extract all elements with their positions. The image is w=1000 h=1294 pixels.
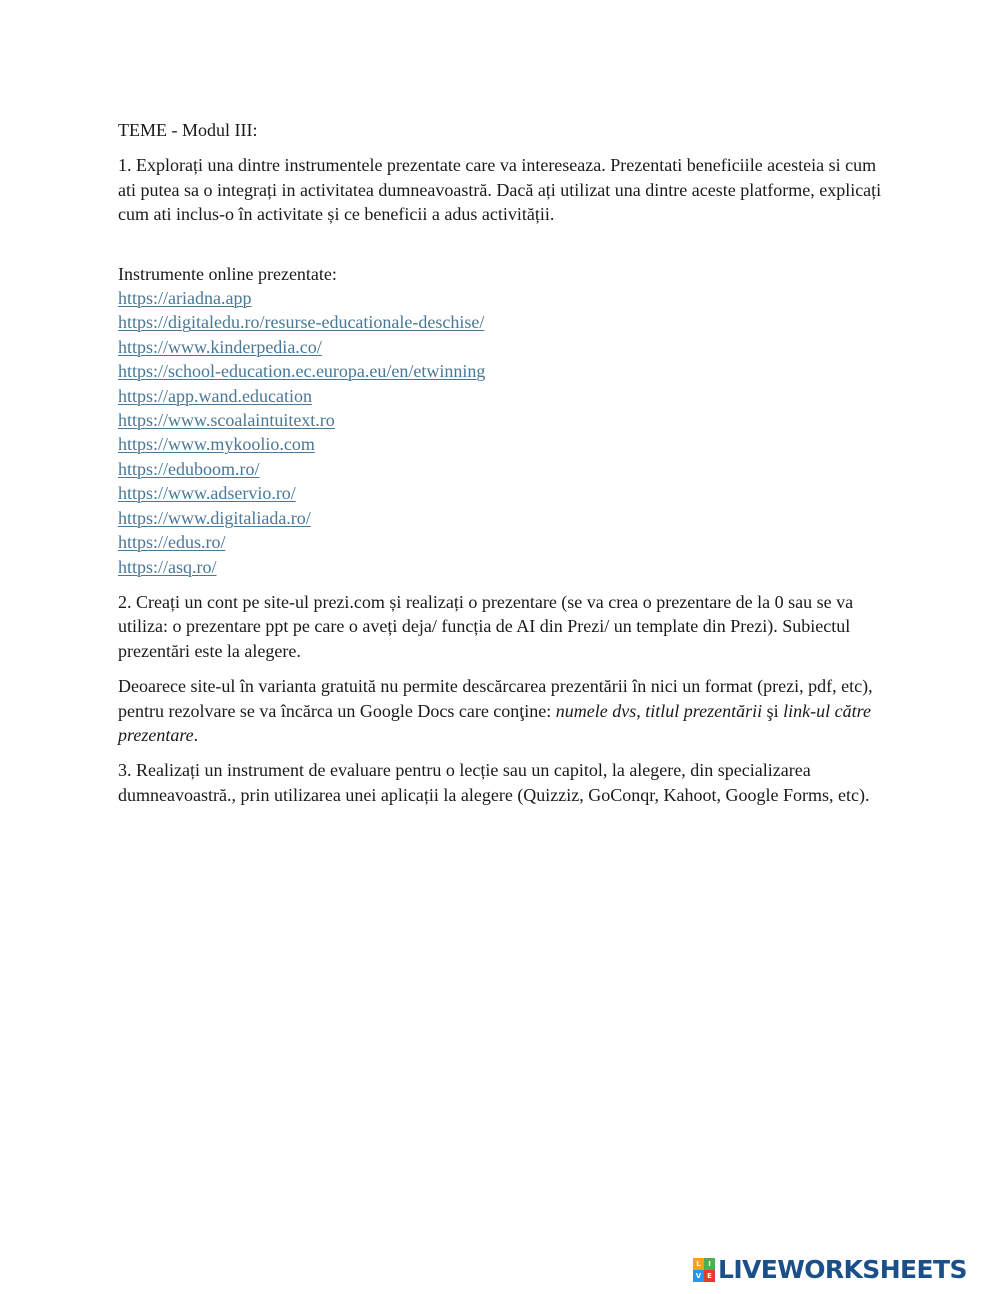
note-text-between: şi — [762, 700, 784, 721]
list-item — [118, 359, 893, 383]
link-digitaledu[interactable]: https://digitaledu.ro/resurse-educationale-deschise/ — [118, 312, 485, 333]
task-3-paragraph: 3. Realizați un instrument de evaluare pentru o lecție sau un capitol, la alegere, din specializarea dumneavoastră., prin utilizarea unei aplicații la alegere (Quizziz, GoConqr, Kahoot, Google Forms, etc). — [118, 760, 870, 805]
page-title: TEME - Modul III: — [118, 120, 258, 140]
list-item — [118, 506, 893, 530]
list-item — [118, 530, 893, 554]
task-2-note-paragraph — [118, 674, 893, 747]
link-scoalaintuitext[interactable]: https://www.scoalaintuitext.ro — [118, 410, 335, 431]
liveworksheets-logo-text: LIVEWORKSHEETS — [718, 1255, 967, 1284]
list-item — [118, 555, 893, 579]
liveworksheets-logo — [693, 1256, 967, 1284]
task-2-paragraph: 2. Creați un cont pe site-ul prezi.com și realizați o prezentare (se va crea o prezentare de la 0 sau se va utiliza: o prezentare ppt pe care o aveți deja/ funcția de AI din Prezi/ un template din Prezi). Subiectul prezentări este la alegere. — [118, 591, 854, 661]
link-mykoolio[interactable]: https://www.mykoolio.com — [118, 434, 315, 455]
list-item — [118, 310, 893, 334]
logo-tile-l: L — [693, 1258, 704, 1270]
logo-tile-v: V — [693, 1270, 704, 1282]
link-wand[interactable]: https://app.wand.education — [118, 385, 312, 406]
tools-link-list — [118, 286, 893, 579]
list-item — [118, 408, 893, 432]
link-eduboom[interactable]: https://eduboom.ro/ — [118, 458, 260, 479]
link-asq[interactable]: https://asq.ro/ — [118, 556, 217, 577]
link-kinderpedia[interactable]: https://www.kinderpedia.co/ — [118, 336, 322, 357]
list-item — [118, 457, 893, 481]
list-item — [118, 286, 893, 310]
list-item — [118, 384, 893, 408]
links-heading: Instrumente online prezentate: — [118, 263, 337, 284]
logo-tile-e: E — [704, 1270, 715, 1282]
link-etwinning[interactable]: https://school-education.ec.europa.eu/en/etwinning — [118, 361, 486, 382]
list-item — [118, 335, 893, 359]
note-text-before: Deoarece site-ul în varianta gratuită nu permite descărcarea prezentării în nici un format (prezi, pdf, etc), pentru rezolvare se va încărca un Google Docs care conţine: — [118, 676, 873, 721]
document-page — [118, 118, 893, 818]
logo-tile-i: I — [704, 1258, 715, 1270]
link-adservio[interactable]: https://www.adservio.ro/ — [118, 483, 296, 504]
note-text-after: . — [193, 724, 199, 745]
liveworksheets-logo-icon — [693, 1258, 715, 1282]
link-digitaliada[interactable]: https://www.digitaliada.ro/ — [118, 507, 311, 528]
list-item — [118, 432, 893, 456]
list-item — [118, 481, 893, 505]
note-italic-name-title: numele dvs, titlul prezentării — [555, 700, 763, 721]
link-ariadna[interactable]: https://ariadna.app — [118, 288, 252, 309]
link-edus[interactable]: https://edus.ro/ — [118, 532, 226, 553]
task-1-paragraph: 1. Explorați una dintre instrumentele prezentate care va intereseaza. Prezentati beneficiile acesteia si cum ati putea sa o integrați in activitatea dumneavoastră. Dacă ați utilizat una dintre aceste platforme, explicați cum ati inclus-o în activitate și ce beneficii a adus activității. — [118, 155, 882, 225]
note-italic-link: link-ul către prezentare — [118, 700, 871, 745]
